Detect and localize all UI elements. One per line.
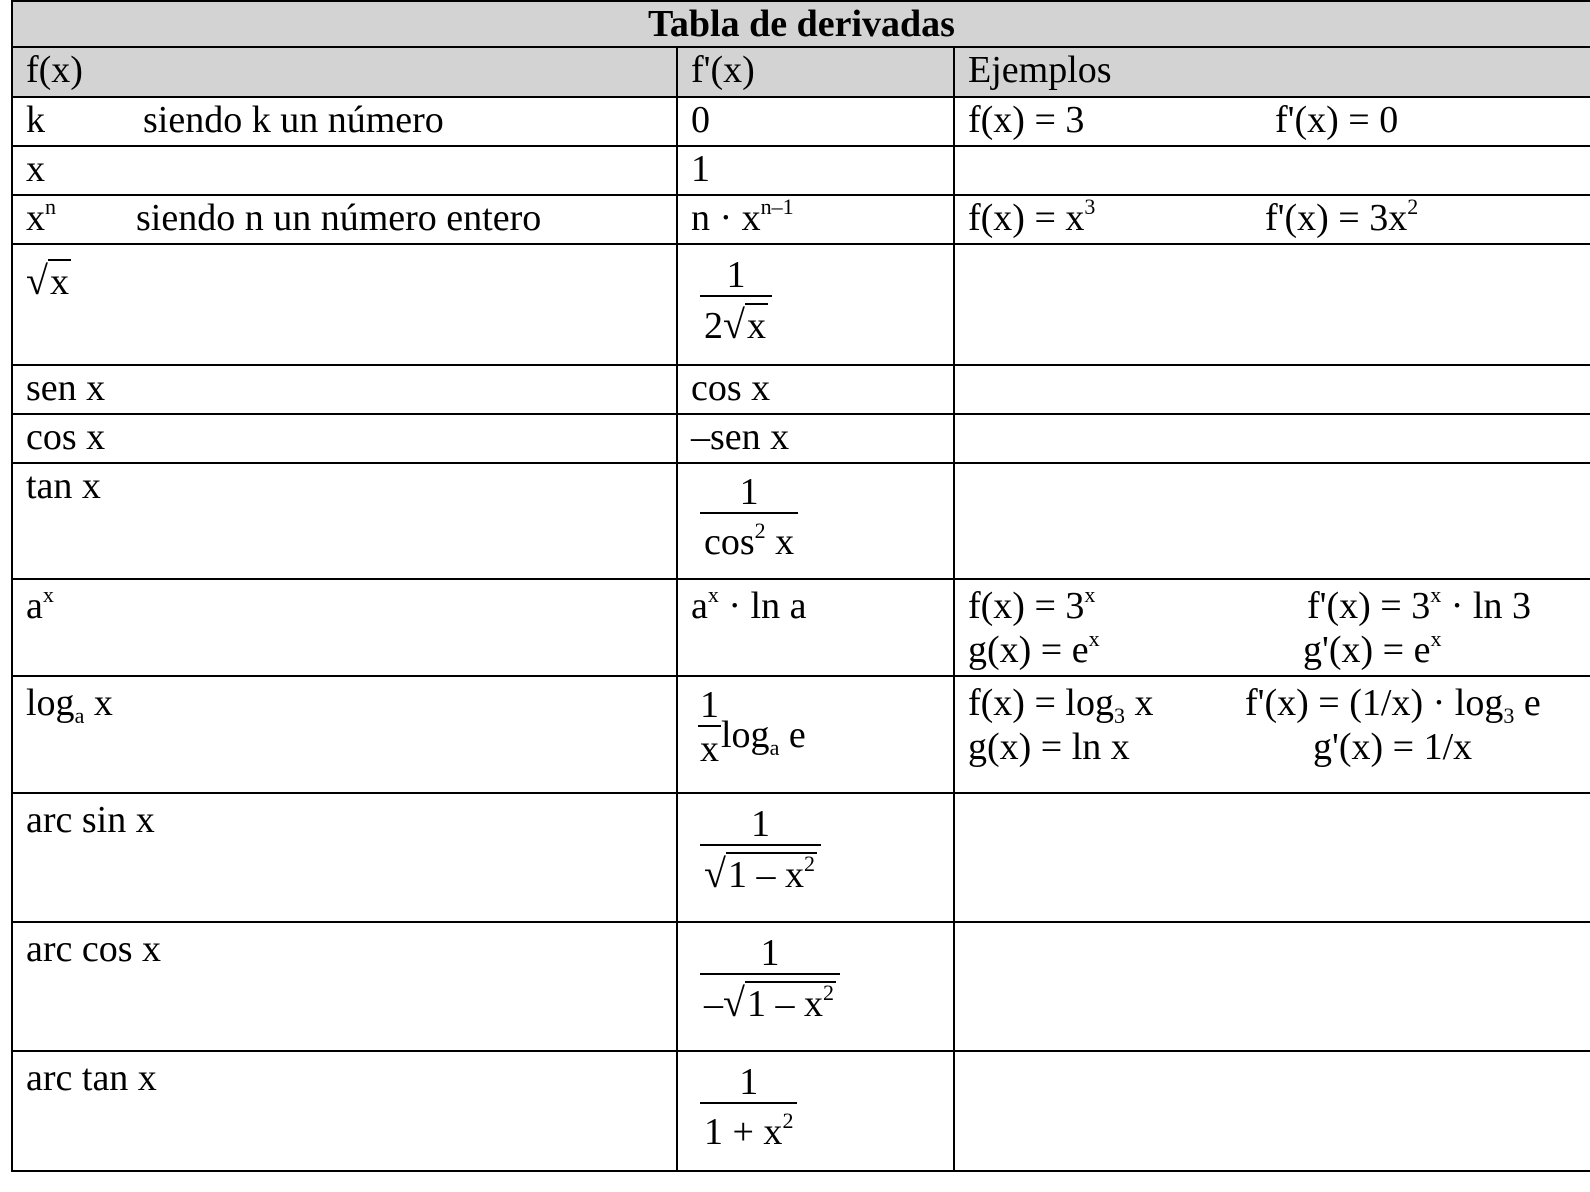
function-cell: $\log_a x$ [12, 676, 677, 793]
function-cell [12, 97, 677, 146]
example-cell [954, 463, 1590, 579]
example-cell [954, 579, 1590, 676]
derivative-cell [677, 195, 954, 244]
example-right: g'(x) = 1/x [1313, 726, 1473, 768]
derivative-cell: $\frac{1}{x}$ $\log_a e$ [677, 676, 954, 793]
table-row [12, 414, 1590, 463]
derivative-cell: –sen x [677, 414, 954, 463]
fraction: $\frac{1}{-√1 - x^2}$ [700, 933, 840, 1026]
example-cell [954, 676, 1590, 793]
function-cell: tan x [12, 463, 677, 579]
table-title: Tabla de derivadas [12, 1, 1590, 47]
example-cell [954, 244, 1590, 365]
example-cell [954, 146, 1590, 195]
example-cell [954, 793, 1590, 922]
function-cell: x [12, 146, 677, 195]
example-cell [954, 414, 1590, 463]
fraction: $\frac{1}{\cos^2 x}$ [700, 472, 798, 564]
table-row [12, 922, 1590, 1051]
title-row [12, 1, 1590, 47]
example-right: $g'(x) = e^x$ [1303, 626, 1442, 671]
example-cell [954, 195, 1590, 244]
derivative-cell [677, 463, 954, 579]
example-line: $f(x) = 3^x$ [968, 582, 1096, 627]
derivative-cell: 0 [677, 97, 954, 146]
header-row [12, 47, 1590, 97]
function-cell: cos x [12, 414, 677, 463]
function-note: siendo n un número entero [136, 197, 542, 239]
derivative-cell [677, 244, 954, 365]
header-fx: f(x) [12, 47, 677, 97]
table-row [12, 676, 1590, 793]
example-cell [954, 922, 1590, 1051]
table-row [12, 365, 1590, 414]
function-main: k [26, 99, 45, 141]
fraction: $\frac{1}{2√x}$ [700, 255, 772, 348]
derivative-cell: cos x [677, 365, 954, 414]
example-right: $f'(x) = 3^x \cdot \ln 3$ [1307, 582, 1531, 627]
function-note: siendo k un número [143, 99, 444, 141]
example-cell [954, 1051, 1590, 1171]
function-cell: arc tan x [12, 1051, 677, 1171]
example-line: g(x) = ln x [968, 726, 1130, 768]
sqrt-expression: √x [26, 258, 69, 303]
derivative-exponent: n–1 [760, 195, 794, 219]
table-row [12, 579, 1590, 676]
example-cell [954, 365, 1590, 414]
derivatives-table-page [11, 0, 1590, 1175]
example-line: $g(x) = e^x$ [968, 626, 1100, 671]
example-right: $f'(x) = 3x^2$ [1265, 195, 1419, 239]
derivative-cell [677, 1051, 954, 1171]
example-right: $f'(x) = (1/x) \cdot \log_3 e$ [1245, 682, 1541, 728]
fraction: $\frac{1}{1 + x^2}$ [700, 1062, 797, 1154]
header-examples: Ejemplos [954, 47, 1590, 97]
example-line: $f(x) = \log_3 x$ [968, 682, 1154, 728]
derivative-base: n · x [691, 197, 761, 239]
function-cell: sen x [12, 365, 677, 414]
table-row [12, 195, 1590, 244]
derivative-cell [677, 793, 954, 922]
derivative-cell: $a^x \cdot \ln a$ [677, 579, 954, 676]
function-cell: $a^x$ [12, 579, 677, 676]
function-cell: arc sin x [12, 793, 677, 922]
derivative-cell [677, 922, 954, 1051]
function-exponent: n [45, 195, 56, 219]
function-cell: arc cos x [12, 922, 677, 1051]
function-cell [12, 244, 677, 365]
derivatives-table [11, 0, 1590, 1172]
table-row [12, 146, 1590, 195]
function-cell [12, 195, 677, 244]
fraction: $\frac{1}{x}$ [700, 684, 719, 770]
function-base: x [26, 197, 45, 239]
table-row [12, 244, 1590, 365]
table-row [12, 793, 1590, 922]
table-row [12, 463, 1590, 579]
table-row [12, 97, 1590, 146]
table-row [12, 1051, 1590, 1171]
example-left: $f(x) = x^3$ [968, 195, 1096, 239]
example-left: f(x) = 3 [968, 99, 1085, 141]
derivative-cell: 1 [677, 146, 954, 195]
header-dfx: f'(x) [677, 47, 954, 97]
fraction: $\frac{1}{√1 - x^2}$ [700, 804, 821, 897]
example-right: f'(x) = 0 [1275, 99, 1399, 141]
example-cell [954, 97, 1590, 146]
